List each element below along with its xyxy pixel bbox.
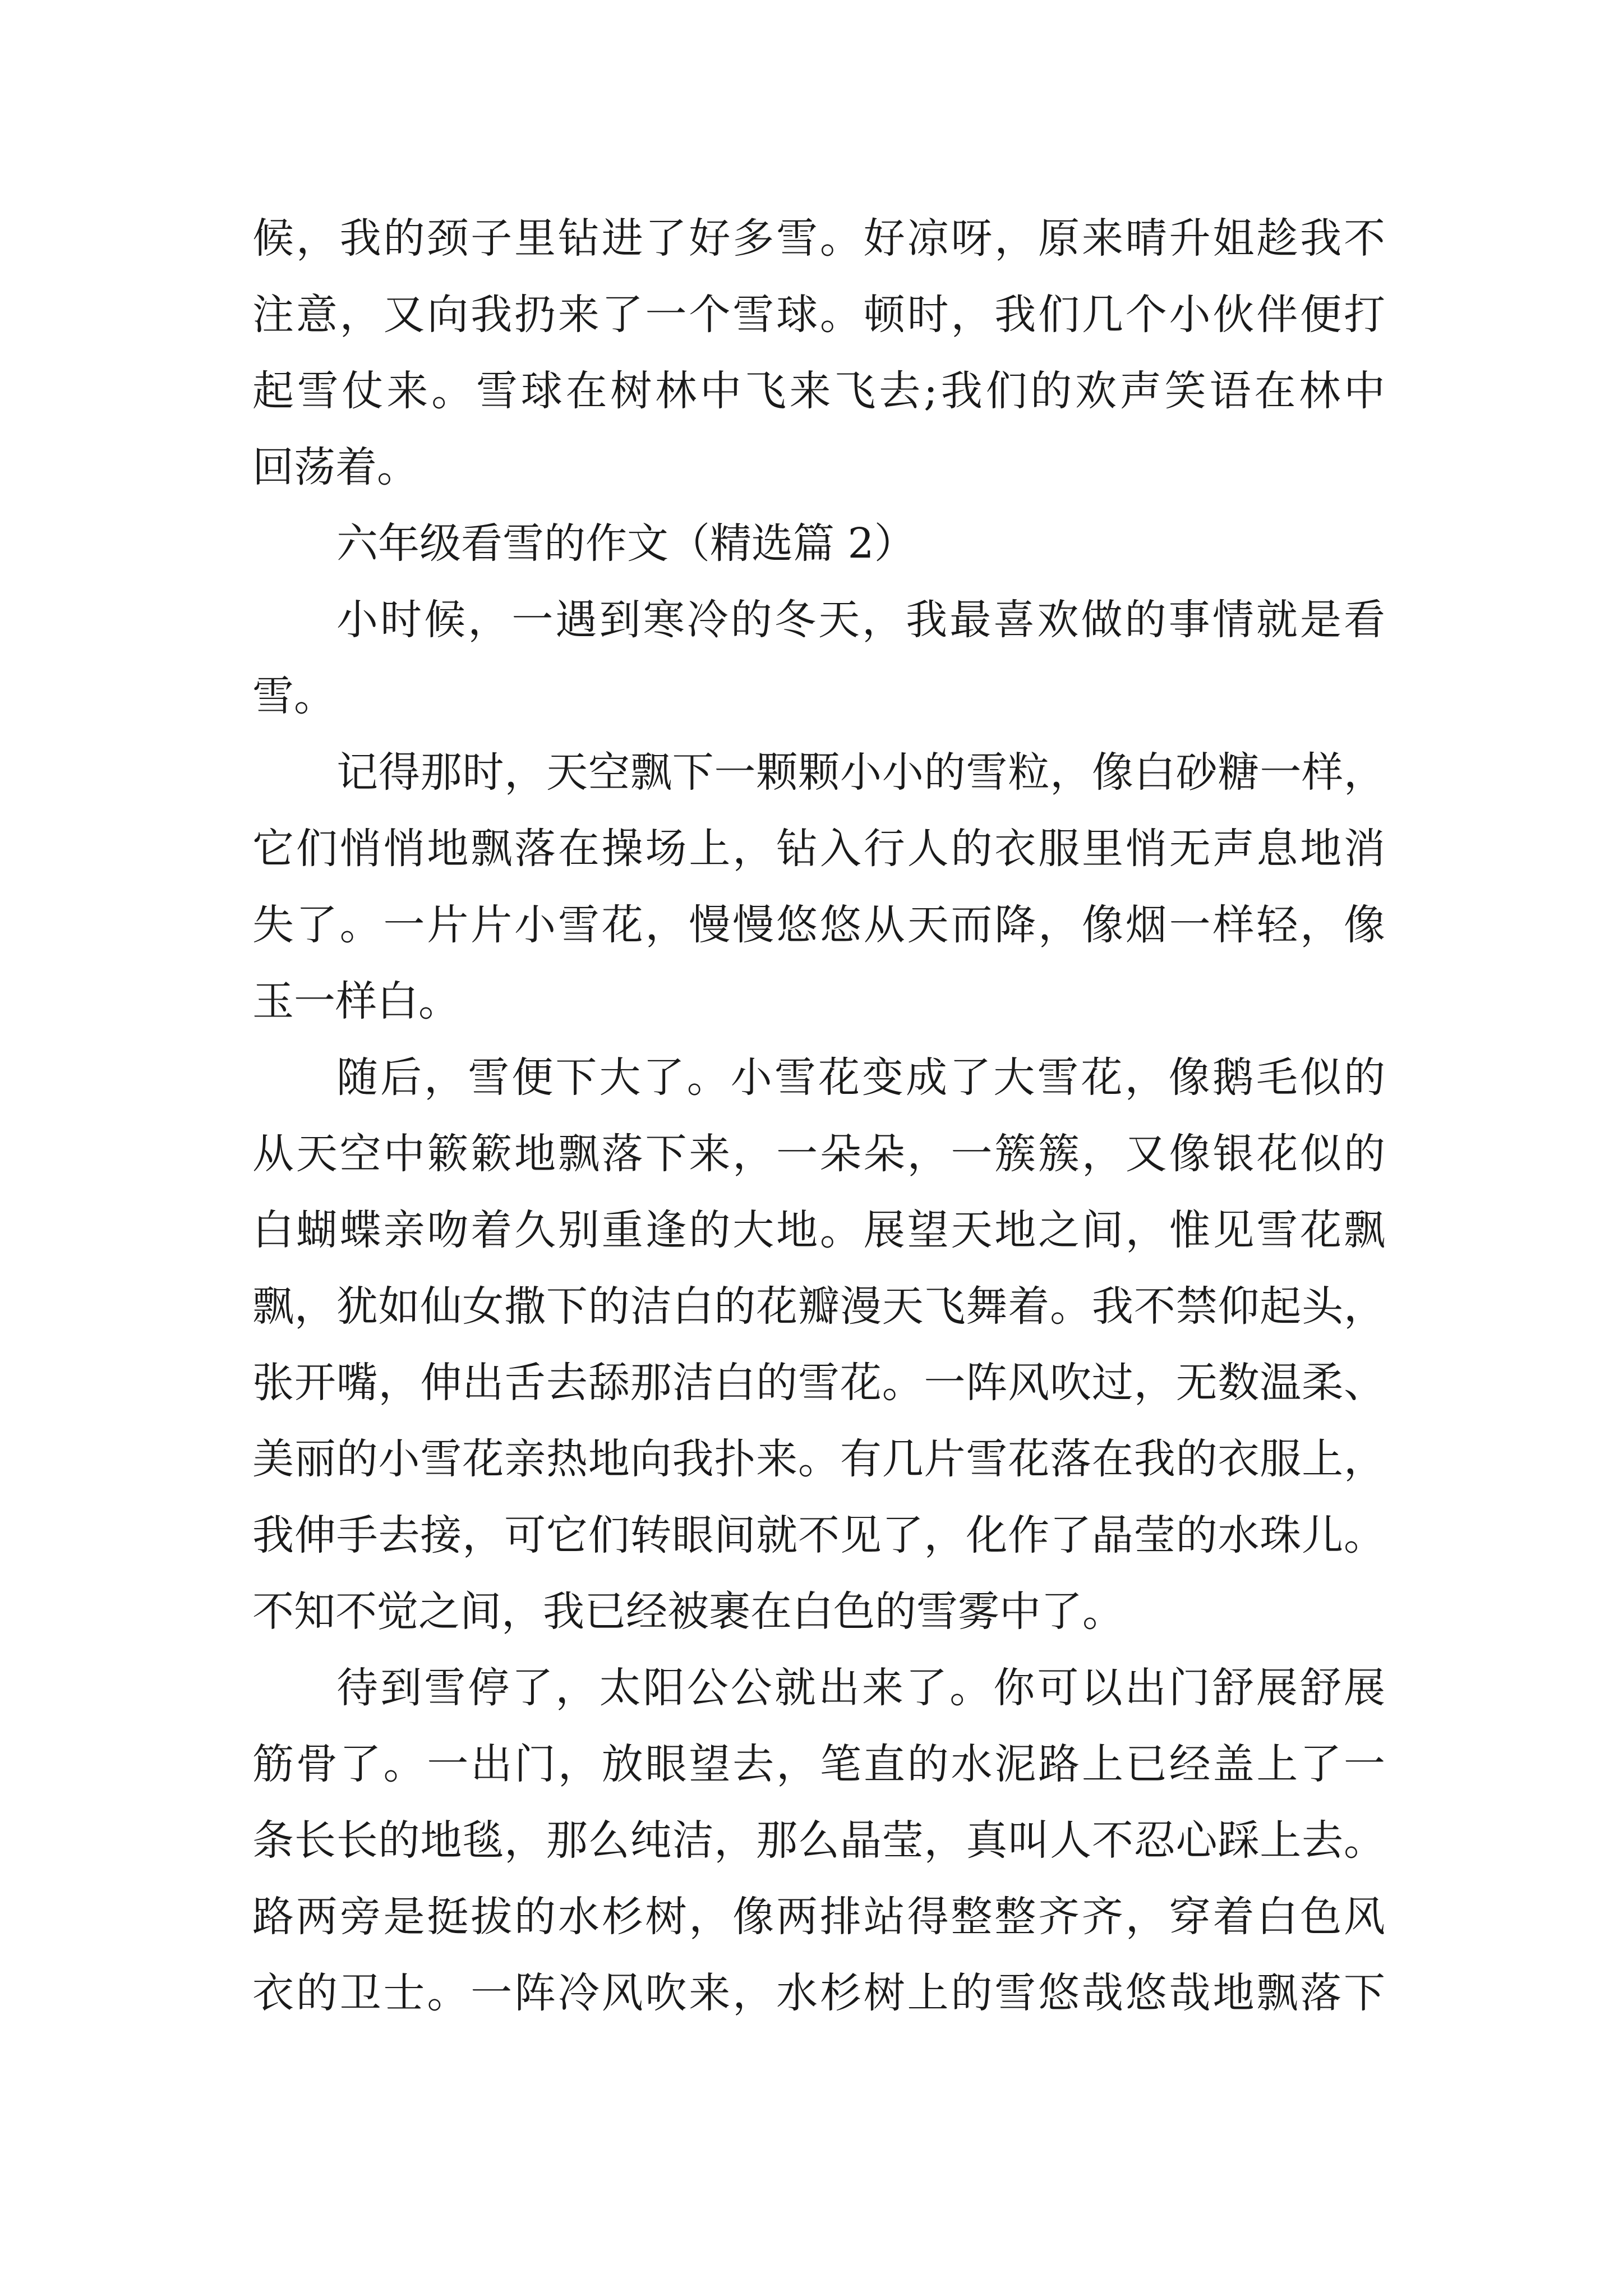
text-line: 从天空中簌簌地飘落下来，一朵朵，一簇簇，又像银花似的 bbox=[252, 1130, 1385, 1178]
text-line: 待到雪停了，太阳公公就出来了。你可以出门舒展舒展 bbox=[336, 1664, 1385, 1712]
text-line: 失了。一片片小雪花，慢慢悠悠从天而降，像烟一样轻，像 bbox=[252, 901, 1385, 949]
text-line: 注意，又向我扔来了一个雪球。顿时，我们几个小伙伴便打 bbox=[252, 291, 1385, 339]
text-line: 飘，犹如仙女撒下的洁白的花瓣漫天飞舞着。我不禁仰起头， bbox=[252, 1282, 1385, 1331]
text-line: 白蝴蝶亲吻着久别重逢的大地。展望天地之间，惟见雪花飘 bbox=[252, 1206, 1385, 1254]
text-line: 起雪仗来。雪球在树林中飞来飞去;我们的欢声笑语在林中 bbox=[252, 367, 1385, 415]
text-line: 条长长的地毯，那么纯洁，那么晶莹，真叫人不忍心踩上去。 bbox=[252, 1816, 1385, 1865]
text-line: 路两旁是挺拔的水杉树，像两排站得整整齐齐，穿着白色风 bbox=[252, 1893, 1385, 1941]
text-line: 衣的卫士。一阵冷风吹来，水杉树上的雪悠哉悠哉地飘落下 bbox=[252, 1969, 1385, 2017]
text-line: 我伸手去接，可它们转眼间就不见了，化作了晶莹的水珠儿。 bbox=[252, 1511, 1385, 1559]
text-line: 雪。 bbox=[252, 672, 335, 720]
text-line: 它们悄悄地飘落在操场上，钻入行人的衣服里悄无声息地消 bbox=[252, 825, 1385, 873]
section-heading: 六年级看雪的作文（精选篇 2） bbox=[336, 519, 916, 568]
text-line: 候，我的颈子里钻进了好多雪。好凉呀，原来晴升姐趁我不 bbox=[252, 214, 1385, 263]
text-line: 美丽的小雪花亲热地向我扑来。有几片雪花落在我的衣服上， bbox=[252, 1435, 1385, 1483]
text-line: 记得那时，天空飘下一颗颗小小的雪粒，像白砂糖一样， bbox=[336, 748, 1385, 797]
text-line: 玉一样白。 bbox=[252, 977, 460, 1025]
text-line: 不知不觉之间，我已经被裹在白色的雪雾中了。 bbox=[252, 1588, 1124, 1636]
text-line: 张开嘴，伸出舌去舔那洁白的雪花。一阵风吹过，无数温柔、 bbox=[252, 1359, 1385, 1407]
text-line: 随后，雪便下大了。小雪花变成了大雪花，像鹅毛似的 bbox=[336, 1053, 1385, 1102]
text-line: 筋骨了。一出门，放眼望去，笔直的水泥路上已经盖上了一 bbox=[252, 1740, 1385, 1788]
text-line: 小时候，一遇到寒冷的冬天，我最喜欢做的事情就是看 bbox=[336, 596, 1385, 644]
text-line: 回荡着。 bbox=[252, 443, 418, 491]
